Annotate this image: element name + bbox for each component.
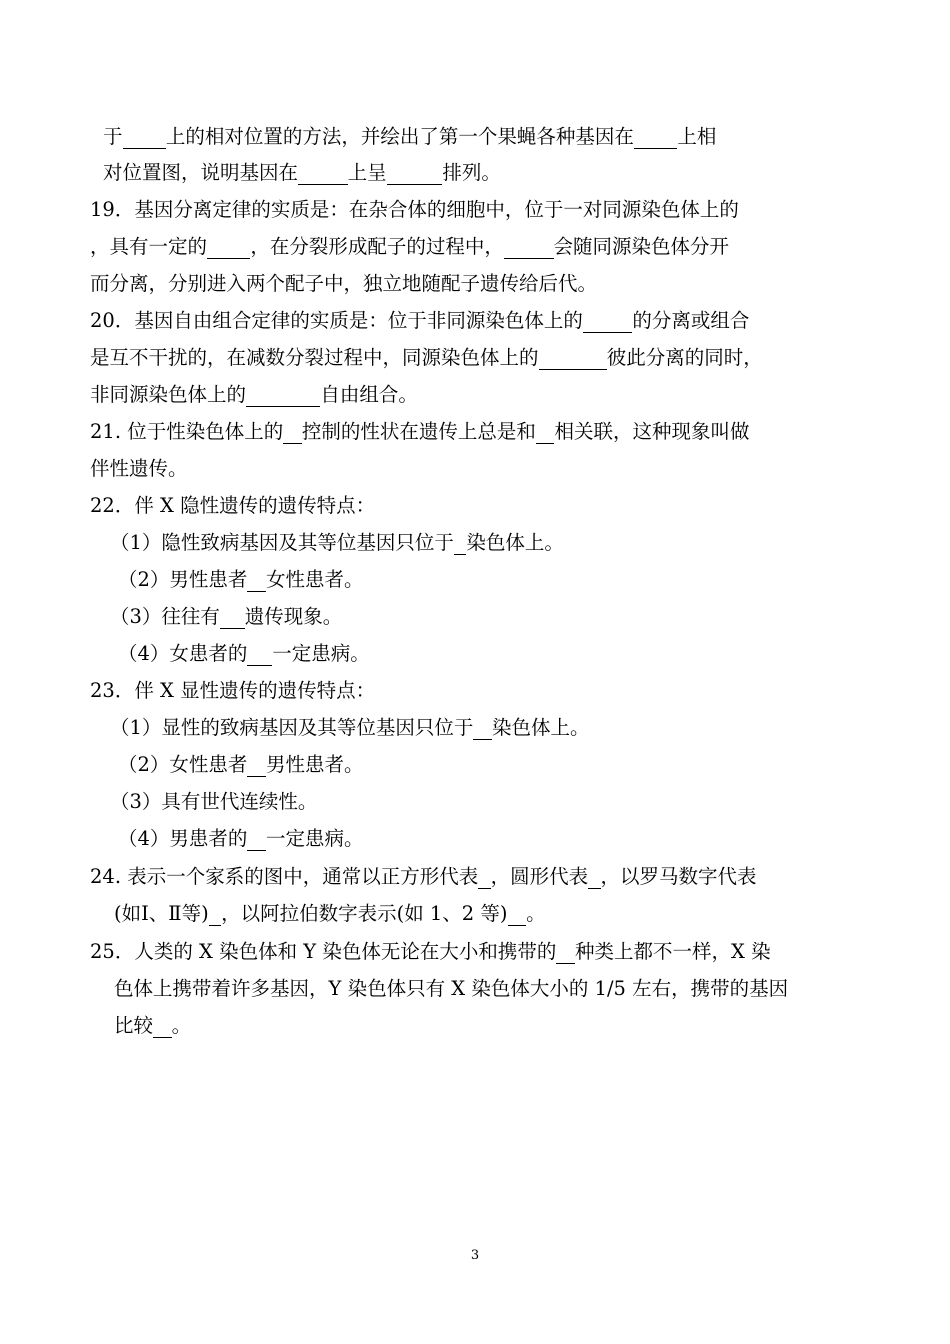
text-segment: 排列。 <box>442 161 501 184</box>
text-line <box>90 419 749 445</box>
text-segment: 比较 <box>114 1014 154 1037</box>
fill-in-blank <box>478 865 490 889</box>
text-line <box>103 124 716 150</box>
fill-in-blank <box>539 346 607 370</box>
text-segment: 的分离或组合 <box>632 309 750 332</box>
text-segment: 会随同源染色体分开 <box>553 235 730 258</box>
text-segment: ，以罗马数字代表 <box>600 865 757 888</box>
fill-in-blank <box>209 902 221 926</box>
text-segment: 种类上都不一样，X 染 <box>574 940 771 963</box>
fill-in-blank <box>247 568 266 592</box>
text-line <box>90 864 757 890</box>
text-segment: 女性患者。 <box>266 568 364 591</box>
text-segment: （3）往往有 <box>110 605 220 628</box>
text-line <box>114 976 788 1002</box>
text-segment: （1）隐性致病基因及其等位基因只位于 <box>110 531 454 554</box>
text-line <box>90 271 597 297</box>
text-segment: 21. 位于性染色体上的 <box>90 420 284 443</box>
text-segment: 遗传现象。 <box>244 605 343 628</box>
text-segment: 上相 <box>677 125 717 148</box>
text-segment: 一定患病。 <box>266 827 364 850</box>
fill-in-blank <box>556 940 575 964</box>
fill-in-blank <box>387 161 443 185</box>
text-segment: 男性患者。 <box>266 753 364 776</box>
text-line <box>90 456 188 482</box>
fill-in-blank <box>634 125 677 149</box>
text-segment: 于 <box>103 125 123 148</box>
text-line <box>90 493 375 519</box>
text-segment: 上的相对位置的方法，并绘出了第一个果蝇各种基因在 <box>165 125 634 148</box>
text-line <box>90 382 418 408</box>
text-segment: 22．伴 X 隐性遗传的遗传特点： <box>90 494 376 517</box>
text-segment: 19．基因分离定律的实质是：在杂合体的细胞中，位于一对同源染色体上的 <box>90 198 739 221</box>
text-segment: 是互不干扰的，在减数分裂过程中，同源染色体上的 <box>90 346 539 369</box>
fill-in-blank <box>536 420 555 444</box>
text-line <box>110 530 564 556</box>
text-segment: 24. 表示一个家系的图中，通常以正方形代表 <box>90 865 479 888</box>
text-segment: (如Ⅰ、Ⅱ等) <box>114 902 209 925</box>
text-line <box>90 678 375 704</box>
text-segment: 非同源染色体上的 <box>90 383 247 406</box>
fill-in-blank <box>247 642 272 666</box>
fill-in-blank <box>454 531 466 555</box>
text-segment: 染色体上。 <box>466 531 564 554</box>
text-segment: 25．人类的 X 染色体和 Y 染色体无论在大小和携带的 <box>90 940 557 963</box>
text-line <box>110 715 590 741</box>
text-line <box>110 789 317 815</box>
text-segment: （4）女患者的 <box>118 642 248 665</box>
fill-in-blank <box>504 235 554 259</box>
text-line <box>90 197 739 223</box>
text-segment: 。 <box>171 1014 192 1037</box>
text-segment: 染色体上。 <box>492 716 590 739</box>
text-line <box>118 567 364 593</box>
text-line <box>90 345 763 371</box>
text-segment: 20．基因自由组合定律的实质是：位于非同源染色体上的 <box>90 309 583 332</box>
fill-in-blank <box>153 1014 172 1038</box>
text-segment: （2）女性患者 <box>118 753 248 776</box>
text-segment: 对位置图，说明基因在 <box>103 161 299 184</box>
text-line <box>118 826 364 852</box>
text-line <box>118 641 370 667</box>
text-segment: 彼此分离的同时， <box>606 346 763 369</box>
text-line <box>90 234 729 260</box>
text-segment: 伴性遗传。 <box>90 457 188 480</box>
text-segment: （3）具有世代连续性。 <box>110 790 318 813</box>
fill-in-blank <box>247 753 266 777</box>
text-segment: ，以阿拉伯数字表示(如 1、2 等) <box>221 902 508 925</box>
text-segment: 相关联，这种现象叫做 <box>554 420 750 443</box>
fill-in-blank <box>207 235 250 259</box>
fill-in-blank <box>220 605 245 629</box>
fill-in-blank <box>508 902 527 926</box>
fill-in-blank <box>247 827 266 851</box>
text-segment: 上呈 <box>347 161 387 184</box>
fill-in-blank <box>246 383 320 407</box>
text-line <box>114 901 546 927</box>
text-segment: 自由组合。 <box>320 383 418 406</box>
fill-in-blank <box>588 865 600 889</box>
fill-in-blank <box>123 125 166 149</box>
text-line <box>114 1013 191 1039</box>
fill-in-blank <box>298 161 348 185</box>
text-segment: 23．伴 X 显性遗传的遗传特点： <box>90 679 376 702</box>
page-number: 3 <box>470 1248 480 1263</box>
text-segment: 色体上携带着许多基因，Y 染色体只有 X 染色体大小的 1/5 左右，携带的基因 <box>114 977 789 1000</box>
text-line <box>118 752 364 778</box>
text-segment: 而分离，分别进入两个配子中，独立地随配子遗传给后代。 <box>90 272 598 295</box>
text-segment: ，具有一定的 <box>90 235 208 258</box>
text-line <box>90 308 749 334</box>
text-segment: ，圆形代表 <box>490 865 589 888</box>
text-segment: （2）男性患者 <box>118 568 248 591</box>
text-line <box>90 939 771 965</box>
fill-in-blank <box>473 716 492 740</box>
text-segment: ，在分裂形成配子的过程中， <box>250 235 504 258</box>
fill-in-blank <box>583 309 633 333</box>
text-line <box>103 160 501 186</box>
fill-in-blank <box>283 420 302 444</box>
text-line <box>110 604 342 630</box>
text-segment: 控制的性状在遗传上总是和 <box>301 420 536 443</box>
text-segment: （4）男患者的 <box>118 827 248 850</box>
text-segment: 一定患病。 <box>272 642 370 665</box>
text-segment: 。 <box>526 902 546 925</box>
text-segment: （1）显性的致病基因及其等位基因只位于 <box>110 716 474 739</box>
